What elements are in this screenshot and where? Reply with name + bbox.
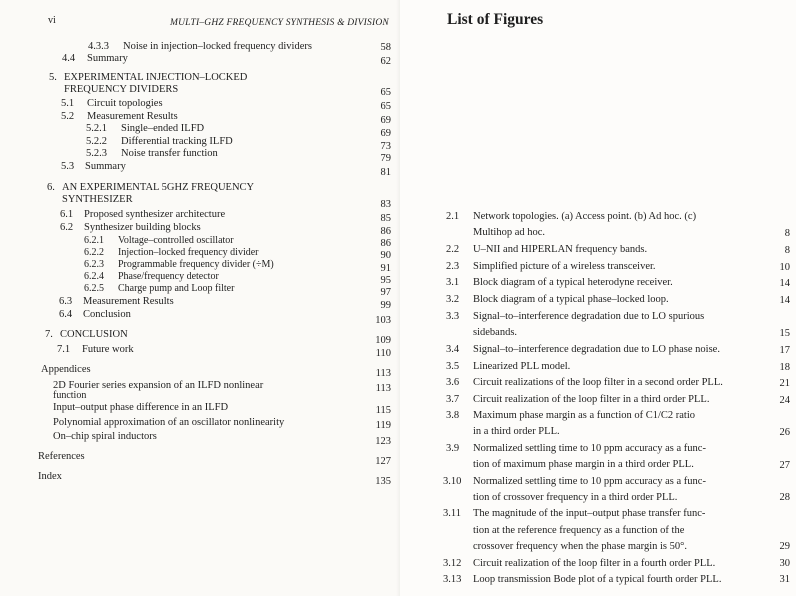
toc-entry-number: 5.2 xyxy=(61,111,75,122)
figure-number: 3.5 xyxy=(446,361,460,372)
figure-caption: U–NII and HIPERLAN frequency bands. xyxy=(473,244,648,255)
toc-entry-title: Input–output phase difference in an ILFD xyxy=(53,402,229,413)
toc-entry-title: Noise transfer function xyxy=(121,148,218,159)
toc-entry-page: 79 xyxy=(380,153,391,164)
figure-number: 3.6 xyxy=(446,377,460,388)
toc-entry-page: 119 xyxy=(375,420,391,431)
toc-entry-number: 5.2.2 xyxy=(86,136,107,147)
toc-chapter-title-line2: SYNTHESIZER xyxy=(62,194,133,205)
figure-caption: Normalized settling time to 10 ppm accuracy as a func- xyxy=(473,476,706,487)
figure-page: 26 xyxy=(779,427,790,438)
toc-entry-title: Summary xyxy=(87,53,128,64)
toc-section-title: Appendices xyxy=(41,364,91,375)
toc-entry-title: Conclusion xyxy=(83,309,131,320)
figure-caption: Signal–to–interference degradation due to LO spurious xyxy=(473,311,705,322)
toc-entry-title: Charge pump and Loop filter xyxy=(118,283,235,294)
toc-chapter-title: CONCLUSION xyxy=(60,329,128,340)
toc-entry-title: Summary xyxy=(85,161,126,172)
toc-entry-number: 6.3 xyxy=(59,296,73,307)
toc-entry-title-line2: function xyxy=(53,390,87,401)
toc-entry-title: On–chip spiral inductors xyxy=(53,431,157,442)
figure-number: 3.10 xyxy=(443,476,462,487)
figure-page: 21 xyxy=(779,378,790,389)
figure-page: 17 xyxy=(779,345,790,356)
figure-number: 3.7 xyxy=(446,394,460,405)
toc-entry-number: 6.2 xyxy=(60,222,74,233)
toc-entry-title: Future work xyxy=(82,344,134,355)
toc-entry-page: 103 xyxy=(375,315,391,326)
toc-entry-page: 110 xyxy=(375,348,391,359)
figure-number: 3.9 xyxy=(446,443,460,454)
figure-caption: Linearized PLL model. xyxy=(473,361,571,372)
toc-entry-page: 97 xyxy=(380,287,391,298)
toc-chapter-number: 6. xyxy=(47,182,55,193)
toc-entry-page: 69 xyxy=(380,115,391,126)
toc-entry-number: 6.2.1 xyxy=(84,235,104,246)
toc-entry-page: 65 xyxy=(380,87,391,98)
figure-number: 3.3 xyxy=(446,311,460,322)
toc-chapter-title: AN EXPERIMENTAL 5GHZ FREQUENCY xyxy=(62,182,255,193)
toc-entry-number: 6.1 xyxy=(60,209,74,220)
figure-caption: Block diagram of a typical heterodyne receiver. xyxy=(473,277,673,288)
toc-entry-page: 69 xyxy=(380,128,391,139)
figure-caption: Normalized settling time to 10 ppm accuracy as a func- xyxy=(473,443,706,454)
toc-entry-number: 6.2.5 xyxy=(84,283,104,294)
toc-entry-number: 4.4 xyxy=(62,53,76,64)
toc-section-title: Index xyxy=(38,471,62,482)
toc-entry-page: 95 xyxy=(380,275,391,286)
toc-entry-number: 5.2.3 xyxy=(86,148,107,159)
toc-entry-title: Injection–locked frequency divider xyxy=(118,247,259,258)
toc-entry-title: Differential tracking ILFD xyxy=(121,136,233,147)
toc-entry-page: 135 xyxy=(375,476,391,487)
figure-caption-line2: tion of crossover frequency in a third order PLL. xyxy=(473,492,678,503)
figure-number: 2.3 xyxy=(446,261,460,272)
figure-number: 3.11 xyxy=(443,508,461,519)
figure-number: 3.8 xyxy=(446,410,460,421)
figure-page: 28 xyxy=(779,492,790,503)
figure-caption-line2: tion of maximum phase margin in a third order PLL. xyxy=(473,459,694,470)
toc-entry-number: 6.4 xyxy=(59,309,73,320)
figure-number: 3.2 xyxy=(446,294,460,305)
figure-page: 29 xyxy=(779,541,790,552)
figure-caption: Maximum phase margin as a function of C1/C2 ratio xyxy=(473,410,696,421)
toc-entry-page: 73 xyxy=(380,141,391,152)
toc-entry-page: 58 xyxy=(380,42,391,53)
toc-entry-title: 2D Fourier series expansion of an ILFD nonlinear xyxy=(53,380,264,391)
figure-caption: Simplified picture of a wireless transceiver. xyxy=(473,261,656,272)
toc-entry-page: 91 xyxy=(380,263,391,274)
figure-caption: Circuit realization of the loop filter in a fourth order PLL. xyxy=(473,558,716,569)
page-heading: List of Figures xyxy=(447,11,544,28)
figure-caption-line2: sidebands. xyxy=(473,327,518,338)
toc-entry-page: 65 xyxy=(380,101,391,112)
figure-number: 3.13 xyxy=(443,574,462,585)
figure-page: 24 xyxy=(779,395,790,406)
toc-entry-page: 90 xyxy=(380,250,391,261)
toc-entry-page: 81 xyxy=(380,167,391,178)
figure-caption-line3: crossover frequency when the phase margin is 50°. xyxy=(473,541,687,552)
figure-caption: Block diagram of a typical phase–locked loop. xyxy=(473,294,669,305)
toc-entry-page: 113 xyxy=(375,368,391,379)
figure-number: 2.1 xyxy=(446,211,460,222)
toc-entry-title: Phase/frequency detector xyxy=(118,271,219,282)
figure-number: 2.2 xyxy=(446,244,460,255)
toc-entry-number: 4.3.3 xyxy=(88,41,109,52)
toc-entry-title: Proposed synthesizer architecture xyxy=(84,209,226,220)
figure-page: 31 xyxy=(779,574,790,585)
toc-entry-number: 6.2.3 xyxy=(84,259,104,270)
toc-entry-title: Programmable frequency divider (÷M) xyxy=(118,259,274,270)
figure-page: 8 xyxy=(784,245,790,256)
toc-entry-page: 109 xyxy=(375,335,391,346)
figure-caption: Signal–to–interference degradation due to LO phase noise. xyxy=(473,344,720,355)
figure-caption: Network topologies. (a) Access point. (b) Ad hoc. (c) xyxy=(473,211,697,222)
toc-section-title: References xyxy=(38,451,85,462)
figure-page: 18 xyxy=(779,362,790,373)
toc-entry-page: 113 xyxy=(375,383,391,394)
toc-entry-title: Circuit topologies xyxy=(87,98,163,109)
figure-caption-line2: tion at the reference frequency as a function of the xyxy=(473,525,685,536)
figure-page: 27 xyxy=(779,460,790,471)
figure-page: 15 xyxy=(779,328,790,339)
page-folio: vi xyxy=(48,15,56,26)
toc-entry-title: Measurement Results xyxy=(83,296,174,307)
toc-entry-page: 85 xyxy=(380,213,391,224)
toc-entry-page: 127 xyxy=(375,456,391,467)
toc-entry-title: Polynomial approximation of an oscillator nonlinearity xyxy=(53,417,285,428)
figure-page: 14 xyxy=(779,295,790,306)
toc-chapter-number: 5. xyxy=(49,72,57,83)
toc-entry-page: 99 xyxy=(380,300,391,311)
toc-entry-title: Measurement Results xyxy=(87,111,178,122)
figure-page: 14 xyxy=(779,278,790,289)
figure-caption-line2: Multihop ad hoc. xyxy=(473,227,546,238)
right-page-list-of-figures xyxy=(400,0,796,596)
figure-number: 3.12 xyxy=(443,558,462,569)
toc-entry-title: Single–ended ILFD xyxy=(121,123,205,134)
toc-entry-title: Noise in injection–locked frequency dividers xyxy=(123,41,312,52)
figure-caption: The magnitude of the input–output phase transfer func- xyxy=(473,508,706,519)
figure-page: 8 xyxy=(784,228,790,239)
toc-chapter-number: 7. xyxy=(45,329,53,340)
toc-entry-title: Voltage–controlled oscillator xyxy=(118,235,234,246)
toc-entry-number: 7.1 xyxy=(57,344,71,355)
toc-entry-number: 5.2.1 xyxy=(86,123,107,134)
toc-entry-title: Synthesizer building blocks xyxy=(84,222,201,233)
toc-entry-page: 86 xyxy=(380,226,391,237)
toc-entry-number: 5.3 xyxy=(61,161,75,172)
figure-page: 10 xyxy=(779,262,790,273)
running-head: MULTI–GHZ FREQUENCY SYNTHESIS & DIVISION xyxy=(170,18,389,28)
toc-chapter-title: EXPERIMENTAL INJECTION–LOCKED xyxy=(64,72,248,83)
figure-caption: Circuit realizations of the loop filter in a second order PLL. xyxy=(473,377,723,388)
toc-entry-page: 86 xyxy=(380,238,391,249)
toc-entry-page: 83 xyxy=(380,199,391,210)
figure-caption: Circuit realization of the loop filter in a third order PLL. xyxy=(473,394,710,405)
toc-entry-page: 123 xyxy=(375,436,391,447)
toc-entry-number: 5.1 xyxy=(61,98,75,109)
toc-entry-page: 115 xyxy=(375,405,391,416)
toc-entry-number: 6.2.4 xyxy=(84,271,104,282)
figure-caption: Loop transmission Bode plot of a typical fourth order PLL. xyxy=(473,574,722,585)
figure-page: 30 xyxy=(779,558,790,569)
toc-entry-page: 62 xyxy=(380,56,391,67)
toc-chapter-title-line2: FREQUENCY DIVIDERS xyxy=(64,84,179,95)
figure-number: 3.1 xyxy=(446,277,460,288)
toc-entry-number: 6.2.2 xyxy=(84,247,104,258)
figure-caption-line2: in a third order PLL. xyxy=(473,426,560,437)
figure-number: 3.4 xyxy=(446,344,460,355)
